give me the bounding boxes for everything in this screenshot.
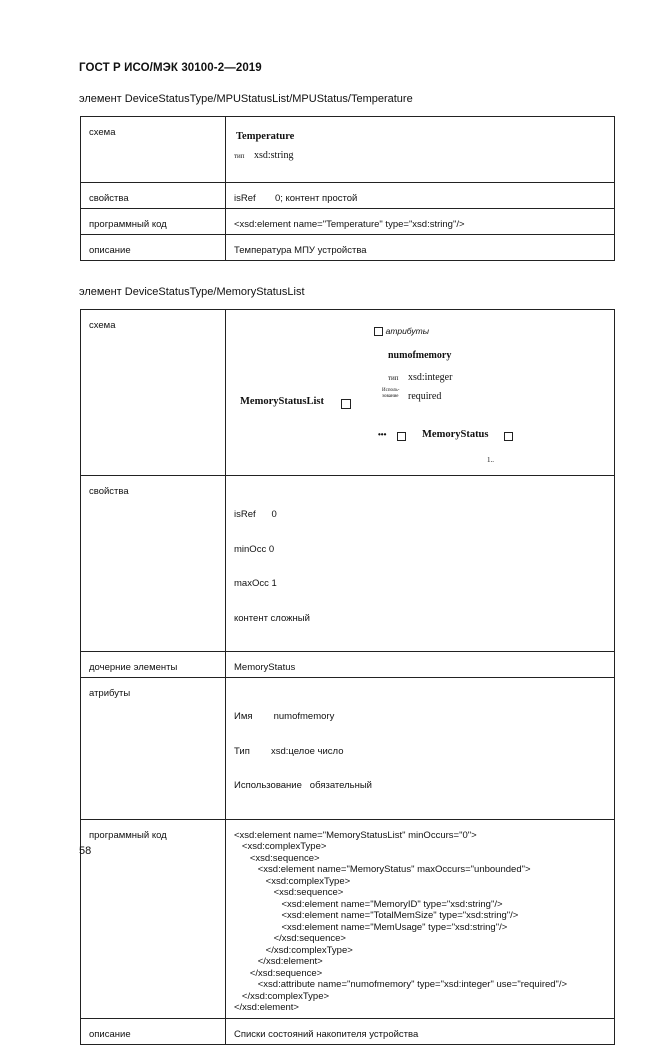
diagram-type-value: xsd:string <box>254 150 294 161</box>
properties-text: 0; контент простой <box>274 193 358 204</box>
code-line: <xsd:element name="MemUsage" type="xsd:string"/> <box>234 921 508 933</box>
properties-value <box>226 476 615 652</box>
child-occurs: 1.. <box>487 456 494 464</box>
code-line: <xsd:element name="MemoryStatus" maxOccurs="unbounded"> <box>234 864 531 875</box>
property-line: maxOcc 1 <box>234 578 277 589</box>
section2-caption: элемент DeviceStatusType/MemoryStatusList <box>79 286 305 298</box>
code-line: <xsd:attribute name="numofmemory" type="xsd:integer" use="required"/> <box>234 979 568 990</box>
attribute-line: Имя numofmemory <box>234 711 335 722</box>
diagram-element-name: Temperature <box>236 131 295 142</box>
code-label: программный код <box>81 209 226 235</box>
code-line: <xsd:sequence> <box>234 887 344 898</box>
code-row <box>81 819 615 1018</box>
attr-use-label: Исполь- зование <box>382 388 400 399</box>
attribute-line: Тип xsd:целое число <box>234 745 344 757</box>
page-number: 58 <box>79 845 92 857</box>
description-row <box>81 1018 615 1044</box>
schema-diagram <box>226 310 615 476</box>
description-label: описание <box>81 1018 226 1044</box>
properties-row <box>81 476 615 652</box>
description-label: описание <box>81 235 226 261</box>
code-value: <xsd:element name="Temperature" type="xsd:string"/> <box>226 209 615 235</box>
expand-box-icon <box>341 399 351 409</box>
schema-label: схема <box>81 117 226 183</box>
section1-caption: элемент DeviceStatusType/MPUStatusList/MPUStatus/Temperature <box>79 93 413 105</box>
attributes-row <box>81 678 615 820</box>
code-line: </xsd:complexType> <box>234 944 353 956</box>
description-row <box>81 235 615 261</box>
code-line: </xsd:complexType> <box>234 990 330 1002</box>
description-value: Температура МПУ устройства <box>226 235 615 261</box>
memory-status-list-table <box>80 309 615 1045</box>
schema-row <box>81 117 615 183</box>
code-value <box>226 819 615 1018</box>
code-line: <xsd:sequence> <box>234 852 320 864</box>
code-line: </xsd:sequence> <box>234 933 346 944</box>
children-row <box>81 652 615 678</box>
child-expand-box-icon <box>504 432 513 441</box>
code-line: <xsd:element name="TotalMemSize" type="xsd:string"/> <box>234 910 519 921</box>
sequence-compositor-icon: ••• <box>378 430 387 439</box>
temperature-table <box>80 116 615 261</box>
collapse-box-icon <box>374 327 383 336</box>
schema-diagram <box>226 117 615 183</box>
isref-label: isRef <box>234 193 256 204</box>
description-value: Списки состояний накопителя устройства <box>226 1018 615 1044</box>
attributes-group <box>374 326 429 337</box>
attributes-group-label: атрибуты <box>385 326 429 336</box>
attributes-value <box>226 678 615 820</box>
code-label: программный код <box>81 819 226 1018</box>
diagram-element-name: MemoryStatusList <box>240 396 324 407</box>
attr-name: numofmemory <box>388 350 452 361</box>
attr-type-label: тип <box>388 374 399 382</box>
schema-row <box>81 310 615 476</box>
properties-row <box>81 183 615 209</box>
sequence-box-icon <box>397 432 406 441</box>
code-line: <xsd:element name="MemoryID" type="xsd:string"/> <box>234 898 503 910</box>
code-row <box>81 209 615 235</box>
attributes-label: атрибуты <box>81 678 226 820</box>
code-line: </xsd:element> <box>234 1002 299 1013</box>
code-line: </xsd:sequence> <box>234 967 323 979</box>
children-value: MemoryStatus <box>226 652 615 678</box>
attr-type-value: xsd:integer <box>408 372 453 383</box>
properties-value <box>226 183 615 209</box>
property-line: isRef 0 <box>234 509 277 520</box>
document-header: ГОСТ Р ИСО/МЭК 30100-2—2019 <box>79 62 262 74</box>
attribute-line: Использование обязательный <box>234 780 372 791</box>
schema-label: схема <box>81 310 226 476</box>
diagram-type-label: тип <box>234 152 245 160</box>
code-line: <xsd:complexType> <box>234 875 351 887</box>
properties-label: свойства <box>81 476 226 652</box>
property-line: minOcc 0 <box>234 543 275 555</box>
child-element-name: MemoryStatus <box>422 429 489 440</box>
code-line: <xsd:element name="MemoryStatusList" minOccurs="0"> <box>234 829 477 841</box>
code-line: </xsd:element> <box>234 956 323 967</box>
code-line: <xsd:complexType> <box>234 841 327 852</box>
attr-use-value: required <box>408 391 442 402</box>
property-line: контент сложный <box>234 612 310 624</box>
children-label: дочерние элементы <box>81 652 226 678</box>
properties-label: свойства <box>81 183 226 209</box>
